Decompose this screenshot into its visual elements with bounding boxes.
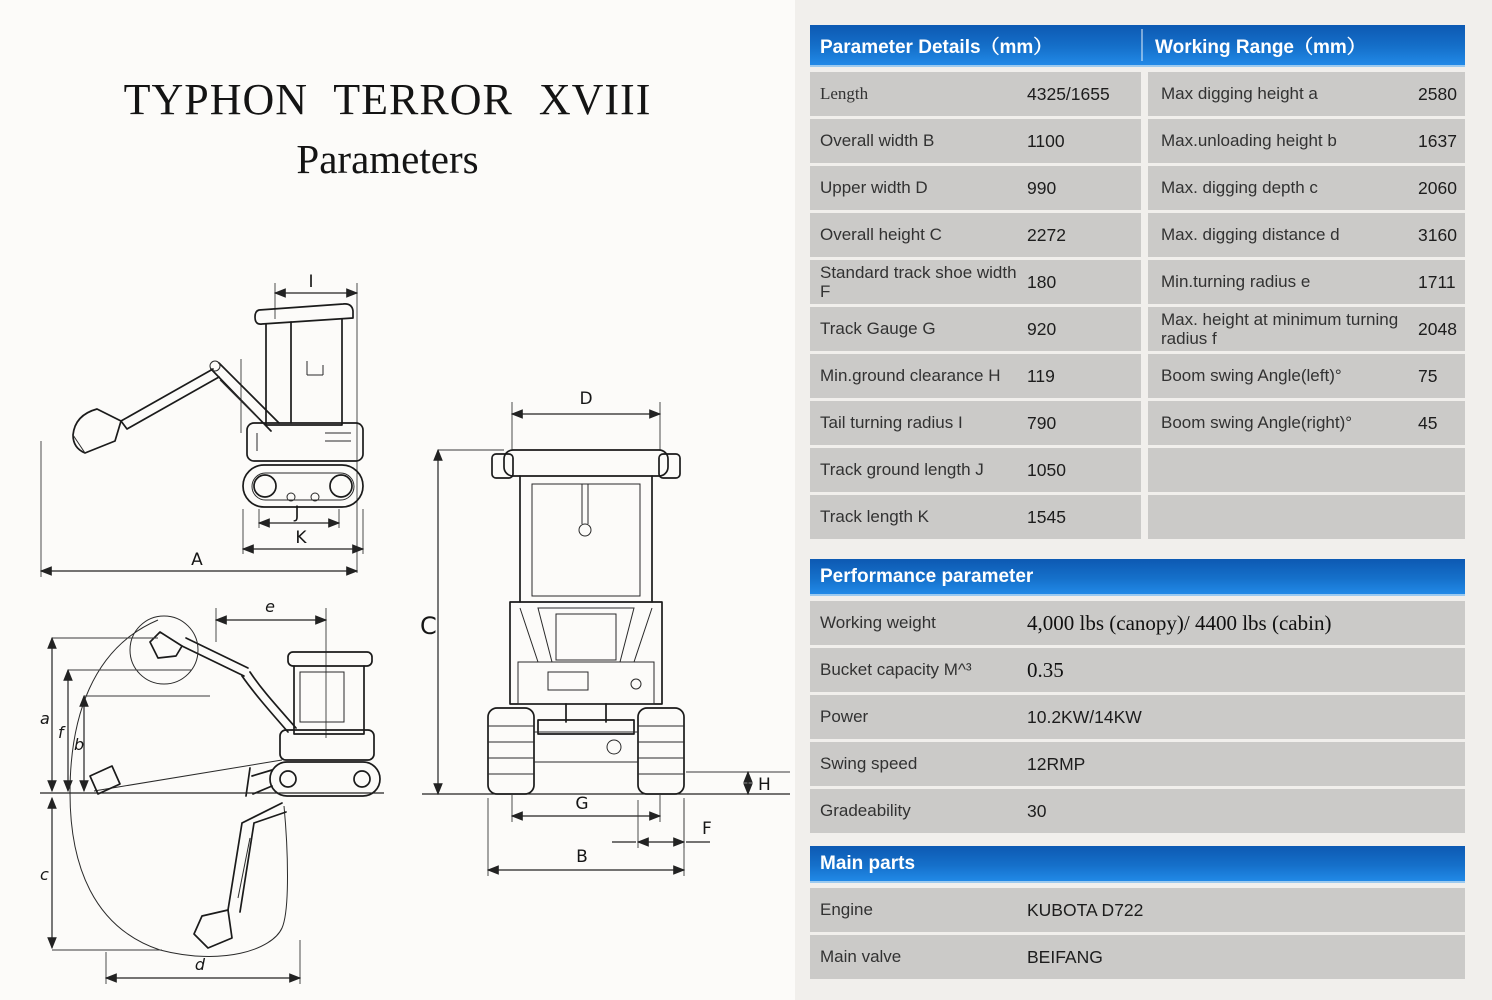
dim-label-D: D [579, 389, 593, 409]
range-value: 3160 [1418, 224, 1457, 245]
table-row [810, 260, 1465, 304]
working-range-cell [1148, 401, 1465, 445]
column-gap [1141, 448, 1148, 492]
dim-label-C: C [420, 612, 437, 640]
column-gap [1141, 166, 1148, 210]
param-label: Track length K [820, 507, 929, 527]
param-label: Track ground length J [820, 460, 984, 480]
param-label: Tail turning radius I [820, 413, 963, 433]
range-label: Max.unloading height b [1161, 131, 1337, 151]
column-gap [1141, 72, 1148, 116]
excavator-side-view-diagram [25, 273, 390, 585]
parameter-details-cell [810, 213, 1141, 257]
table-row [810, 648, 1465, 692]
range-label: Max. digging depth c [1161, 178, 1318, 198]
table-row [810, 119, 1465, 163]
param-label: Swing speed [820, 754, 918, 773]
table-row [810, 695, 1465, 739]
param-value: 4325/1655 [1027, 83, 1110, 104]
param-value: 119 [1027, 365, 1055, 386]
range-label: Boom swing Angle(right)° [1161, 413, 1353, 433]
column-gap [1141, 354, 1148, 398]
param-value: 4,000 lbs (canopy)/ 4400 lbs (cabin) [1027, 610, 1332, 635]
dim-label-G: G [575, 794, 589, 814]
column-gap [1141, 260, 1148, 304]
range-label: Boom swing Angle(left)° [1161, 366, 1342, 386]
spec-tables [810, 25, 1465, 982]
parameter-details-cell [810, 448, 1141, 492]
page-title [0, 74, 775, 183]
dim-label-a: a [40, 709, 50, 728]
param-label: Gradeability [820, 801, 911, 820]
range-value: 1637 [1418, 130, 1457, 151]
column-gap [1141, 213, 1148, 257]
dim-label-H: H [758, 775, 771, 795]
parameter-details-cell [810, 119, 1141, 163]
table-row [810, 448, 1465, 492]
parameter-details-cell [810, 260, 1141, 304]
param-value: 1545 [1027, 506, 1066, 527]
param-label: Main valve [820, 947, 902, 966]
working-range-header: Working Range（mm） [1155, 36, 1366, 58]
param-label: Power [820, 707, 869, 726]
param-value: KUBOTA D722 [1027, 899, 1144, 920]
param-label: Upper width D [820, 178, 928, 198]
parameter-details-cell [810, 72, 1141, 116]
range-value: 45 [1418, 412, 1438, 433]
excavator-front-view-diagram [398, 362, 793, 884]
param-label: Overall width B [820, 131, 935, 151]
range-label: Max digging height a [1161, 84, 1318, 104]
table-row [810, 742, 1465, 786]
column-gap [1141, 119, 1148, 163]
param-value: 1050 [1027, 459, 1066, 480]
param-value: 30 [1027, 800, 1047, 821]
range-value: 2048 [1418, 318, 1457, 339]
dim-label-e: e [265, 598, 275, 616]
param-label: Overall height C [820, 225, 942, 245]
main-parts-rows [810, 888, 1465, 979]
param-label: Length [820, 84, 869, 104]
parameter-details-cell [810, 354, 1141, 398]
working-range-cell [1148, 119, 1465, 163]
param-value: 920 [1027, 318, 1057, 339]
title-line-2: Parameters [296, 136, 479, 182]
performance-section-header: Performance parameter [810, 559, 1465, 596]
range-value: 75 [1418, 365, 1438, 386]
working-range-cell [1148, 354, 1465, 398]
param-label: Bucket capacity M^³ [820, 660, 972, 679]
param-value: 2272 [1027, 224, 1066, 245]
parameter-details-cell [810, 401, 1141, 445]
dim-label-I: I [308, 273, 314, 292]
column-gap [1141, 495, 1148, 539]
param-value: 180 [1027, 271, 1057, 292]
working-range-cell [1148, 307, 1465, 351]
dim-label-d: d [194, 955, 206, 974]
parameter-details-cell [810, 307, 1141, 351]
param-value: 990 [1027, 177, 1057, 198]
table-row [810, 72, 1465, 116]
working-range-cell [1148, 260, 1465, 304]
dim-label-J: J [294, 503, 300, 523]
range-value: 2580 [1418, 83, 1457, 104]
dim-label-f: f [58, 723, 64, 742]
dim-label-K: K [295, 528, 307, 548]
range-label: Min.turning radius e [1161, 272, 1311, 292]
title-line-1: TYPHON TERROR XVIII [123, 75, 652, 124]
param-label: Standard track shoe width F [820, 262, 1017, 301]
excavator-working-range-diagram [32, 598, 397, 1000]
spec-table-header [810, 25, 1465, 67]
range-label: Max. height at minimum turning radius f [1161, 309, 1399, 348]
table-row [810, 213, 1465, 257]
param-value: 12RMP [1027, 753, 1086, 774]
param-label: Engine [820, 900, 873, 919]
performance-rows [810, 601, 1465, 833]
parameter-details-header: Parameter Details（mm） [820, 36, 1053, 58]
working-range-cell [1148, 495, 1465, 539]
table-row [810, 495, 1465, 539]
range-label: Max. digging distance d [1161, 225, 1340, 245]
param-value: 0.35 [1027, 657, 1064, 682]
parameter-details-cell [810, 495, 1141, 539]
spec-rows [810, 72, 1465, 539]
parameter-details-cell [810, 166, 1141, 210]
table-row [810, 789, 1465, 833]
dim-label-b: b [74, 735, 85, 754]
param-label: Min.ground clearance H [820, 366, 1001, 386]
working-range-cell [1148, 72, 1465, 116]
param-value: 1100 [1027, 130, 1065, 151]
working-range-cell [1148, 448, 1465, 492]
param-value: 790 [1027, 412, 1057, 433]
dim-label-B: B [576, 847, 588, 867]
table-row [810, 166, 1465, 210]
dim-label-F: F [702, 819, 712, 839]
param-value: 10.2KW/14KW [1027, 706, 1142, 727]
main-parts-section-header: Main parts [810, 846, 1465, 883]
dim-label-c: c [40, 865, 49, 884]
table-row [810, 354, 1465, 398]
table-row [810, 307, 1465, 351]
dim-label-A: A [191, 550, 203, 570]
column-gap [1141, 307, 1148, 351]
range-value: 1711 [1418, 271, 1456, 292]
param-value: BEIFANG [1027, 946, 1103, 967]
working-range-cell [1148, 213, 1465, 257]
header-divider [1141, 29, 1143, 61]
table-row [810, 888, 1465, 932]
table-row [810, 601, 1465, 645]
working-range-cell [1148, 166, 1465, 210]
param-label: Working weight [820, 613, 936, 632]
column-gap [1141, 401, 1148, 445]
param-label: Track Gauge G [820, 319, 936, 339]
table-row [810, 401, 1465, 445]
table-row [810, 935, 1465, 979]
range-value: 2060 [1418, 177, 1457, 198]
